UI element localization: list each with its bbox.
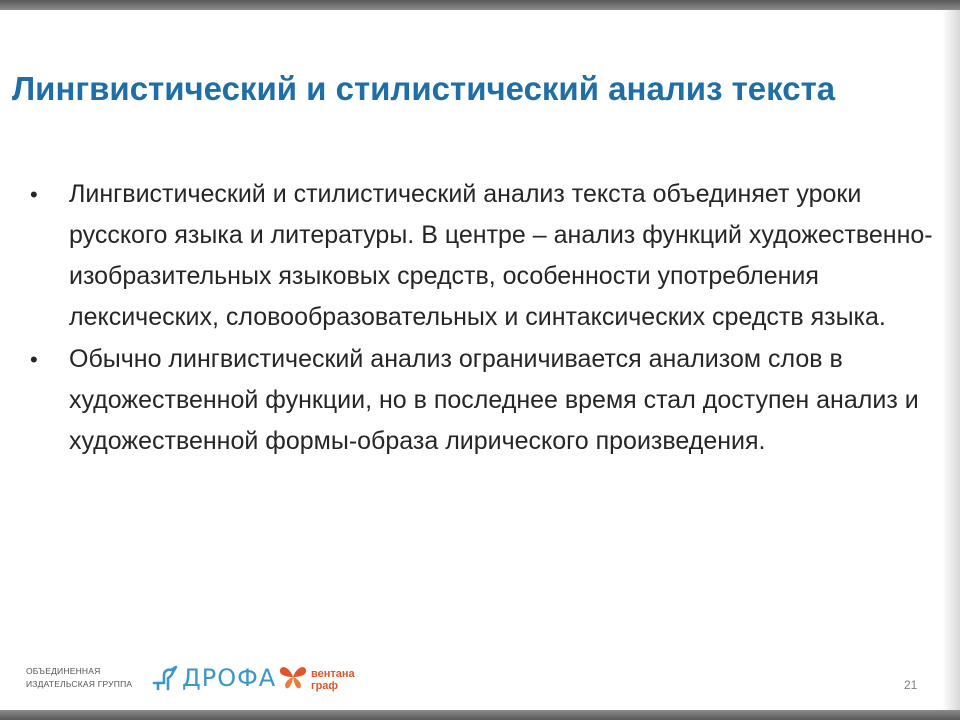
ventana-line-2: граф — [311, 679, 339, 692]
publisher-line-2: ИЗДАТЕЛЬСКАЯ ГРУППА — [26, 679, 133, 689]
drofa-bird-icon — [150, 663, 180, 693]
bullet-marker: • — [30, 182, 38, 207]
bullet-text: Лингвистический и стилистический анализ текста объединяет уроки русского языка и литературы. В центре – анализ функций художественно-изобразительных языковых средств, особенности употребления лексических, словообразовательных и синтаксических средств языка. — [69, 180, 933, 331]
bullet-item — [30, 174, 935, 338]
top-frame-bar — [0, 0, 960, 10]
bullet-item — [30, 339, 935, 462]
bullet-marker: • — [30, 347, 38, 372]
ventana-butterfly-icon — [279, 664, 307, 695]
publisher-label — [26, 665, 132, 691]
ventana-logo-text — [311, 668, 355, 692]
ventana-line-1: вентана — [311, 667, 355, 680]
slide-title: Лингвистический и стилистический анализ текста — [12, 70, 836, 107]
bottom-frame-bar — [0, 710, 960, 720]
bullet-list — [30, 174, 935, 463]
ventana-logo — [279, 664, 355, 695]
bullet-text: Обычно лингвистический анализ ограничивается анализом слов в художественной функции, но в последнее время стал доступен анализ и художественной формы-образа лирического произведения. — [69, 345, 919, 455]
publisher-line-1: ОБЪЕДИНЕННАЯ — [26, 666, 101, 676]
drofa-logo — [150, 662, 276, 694]
drofa-logo-text: ДРОФА — [182, 664, 277, 692]
right-edge-shadow — [942, 10, 960, 710]
page-number: 21 — [904, 678, 918, 692]
